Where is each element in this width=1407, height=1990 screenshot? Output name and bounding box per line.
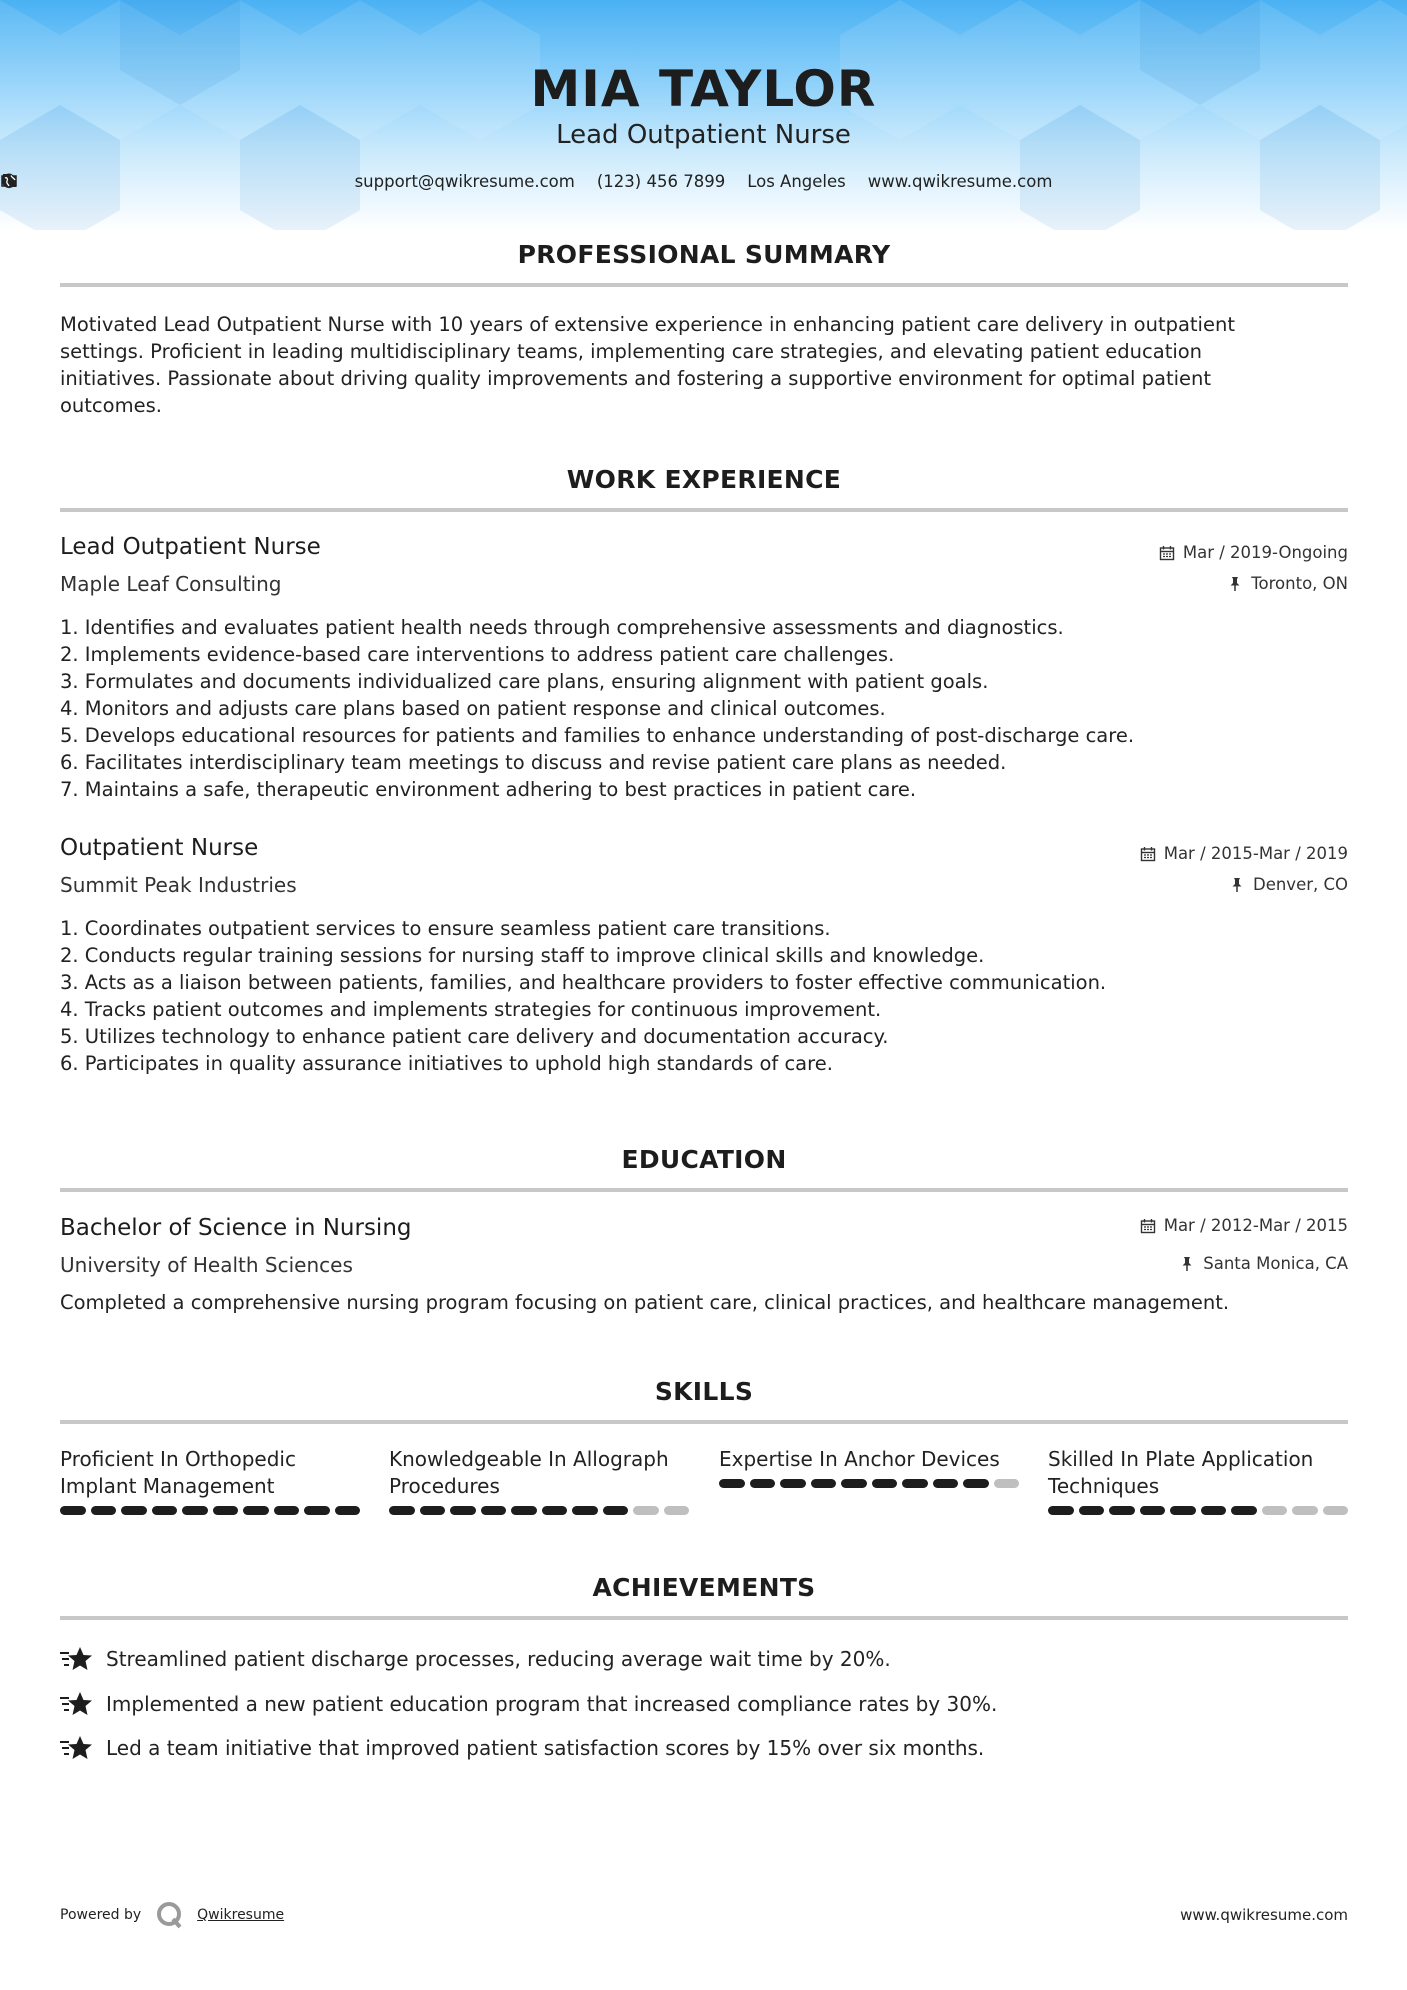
education-location-text: Santa Monica, CA (1203, 1254, 1348, 1273)
skill-level-segment (511, 1506, 537, 1515)
skill-name (60, 1446, 360, 1500)
skill-level-segment (1170, 1506, 1196, 1515)
achievements-divider (60, 1616, 1348, 1620)
skill-level-bar (1048, 1506, 1348, 1515)
skill-item (1048, 1446, 1348, 1515)
job-company: Summit Peak Industries (60, 873, 297, 897)
duty-item: 6. Facilitates interdisciplinary team meetings to discuss and revise patient care plans as needed. (60, 751, 1007, 774)
skill-level-segment (664, 1506, 690, 1515)
contact-email[interactable] (355, 172, 575, 191)
skill-level-segment (1079, 1506, 1105, 1515)
skill-level-segment (933, 1479, 959, 1488)
duty-item: 2. Implements evidence-based care interventions to address patient care challenges. (60, 643, 895, 666)
job-dates-text: Mar / 2019-Ongoing (1182, 543, 1348, 562)
achievement-item (60, 1734, 984, 1762)
star-icon (60, 1690, 94, 1718)
duty-item: 4. Tracks patient outcomes and implements strategies for continuous improvement. (60, 998, 882, 1021)
school-name: University of Health Sciences (60, 1253, 353, 1277)
skill-level-segment (389, 1506, 415, 1515)
skill-level-segment (213, 1506, 239, 1515)
skill-name (389, 1446, 689, 1500)
calendar-icon (1140, 1218, 1156, 1234)
contact-row (0, 172, 1407, 191)
skill-name-line: Knowledgeable In Allograph (389, 1447, 669, 1471)
brand-link[interactable]: Qwikresume (197, 1907, 285, 1923)
summary-heading: PROFESSIONAL SUMMARY (517, 240, 891, 269)
achievement-text: Streamlined patient discharge processes, reducing average wait time by 20%. (106, 1647, 891, 1671)
summary-divider (60, 283, 1348, 287)
skill-level-bar (389, 1506, 689, 1515)
job-dates (1159, 543, 1348, 562)
job-location (1227, 574, 1348, 593)
location-text: Los Angeles (747, 172, 846, 191)
email-text: support@qwikresume.com (354, 172, 575, 191)
job-dates-text: Mar / 2015-Mar / 2019 (1163, 844, 1348, 863)
summary-line: initiatives. Passionate about driving quality improvements and fostering a supportive environment for optimal patient (60, 367, 1212, 390)
pushpin-icon (1229, 877, 1245, 893)
job-dates (1140, 844, 1348, 863)
skill-level-segment (872, 1479, 898, 1488)
contact-website[interactable] (868, 172, 1053, 191)
experience-heading: WORK EXPERIENCE (566, 465, 842, 494)
achievement-item (60, 1690, 997, 1718)
degree-title: Bachelor of Science in Nursing (60, 1215, 412, 1241)
skill-level-segment (1262, 1506, 1288, 1515)
duty-item: 1. Coordinates outpatient services to ensure seamless patient care transitions. (60, 917, 831, 940)
skill-level-segment (450, 1506, 476, 1515)
job-duties (60, 614, 1348, 803)
job-location-text: Toronto, ON (1251, 574, 1348, 593)
job-duties (60, 915, 1348, 1077)
job-title: Lead Outpatient Nurse (60, 534, 321, 560)
skill-level-segment (1048, 1506, 1074, 1515)
achievement-item (60, 1645, 891, 1673)
star-icon (60, 1645, 94, 1673)
education-divider (60, 1188, 1348, 1192)
skill-level-segment (1323, 1506, 1349, 1515)
skill-item (389, 1446, 689, 1515)
duty-item: 5. Utilizes technology to enhance patient care delivery and documentation accuracy. (60, 1025, 889, 1048)
footer-website[interactable]: www.qwikresume.com (1180, 1906, 1348, 1924)
globe-icon (0, 172, 18, 190)
summary-line: outcomes. (60, 394, 162, 417)
skill-name (719, 1446, 1019, 1473)
skill-level-segment (750, 1479, 776, 1488)
skill-level-segment (811, 1479, 837, 1488)
duty-item: 4. Monitors and adjusts care plans based on patient response and clinical outcomes. (60, 697, 886, 720)
education-dates-text: Mar / 2012-Mar / 2015 (1163, 1216, 1348, 1235)
summary-line: Motivated Lead Outpatient Nurse with 10 years of extensive experience in enhancing patient care delivery in outpatient (60, 313, 1235, 336)
skill-level-segment (60, 1506, 86, 1515)
education-dates (1140, 1216, 1348, 1235)
pushpin-icon (1179, 1256, 1195, 1272)
star-icon (60, 1734, 94, 1762)
education-heading: EDUCATION (621, 1145, 787, 1174)
summary-text (60, 311, 1348, 419)
skill-level-segment (481, 1506, 507, 1515)
job-company: Maple Leaf Consulting (60, 572, 282, 596)
skill-level-segment (152, 1506, 178, 1515)
skill-name-line: Skilled In Plate Application (1048, 1447, 1314, 1471)
skill-name-line: Proficient In Orthopedic (60, 1447, 296, 1471)
skill-level-segment (633, 1506, 659, 1515)
skill-level-segment (274, 1506, 300, 1515)
duty-item: 3. Formulates and documents individualized care plans, ensuring alignment with patient goals. (60, 670, 989, 693)
experience-divider (60, 508, 1348, 512)
achievements-heading: ACHIEVEMENTS (592, 1573, 816, 1602)
duty-item: 3. Acts as a liaison between patients, families, and healthcare providers to foster effective communication. (60, 971, 1107, 994)
skills-heading: SKILLS (654, 1377, 754, 1406)
contact-phone[interactable] (597, 172, 725, 191)
skill-level-segment (572, 1506, 598, 1515)
skill-level-segment (243, 1506, 269, 1515)
skill-level-segment (1201, 1506, 1227, 1515)
skill-level-segment (603, 1506, 629, 1515)
pushpin-icon (1227, 576, 1243, 592)
footer-powered-by (60, 1900, 284, 1930)
education-location (1179, 1254, 1348, 1273)
candidate-title: Lead Outpatient Nurse (556, 120, 851, 150)
skill-level-segment (121, 1506, 147, 1515)
website-text: www.qwikresume.com (867, 172, 1053, 191)
skill-level-segment (91, 1506, 117, 1515)
skill-level-segment (719, 1479, 745, 1488)
job-title: Outpatient Nurse (60, 835, 259, 861)
skill-level-segment (304, 1506, 330, 1515)
duty-item: 7. Maintains a safe, therapeutic environment adhering to best practices in patient care. (60, 778, 917, 801)
skill-level-segment (1292, 1506, 1318, 1515)
duty-item: 1. Identifies and evaluates patient health needs through comprehensive assessments and diagnostics. (60, 616, 1064, 639)
job-location-text: Denver, CO (1252, 875, 1348, 894)
calendar-icon (1159, 545, 1175, 561)
skill-name-line: Implant Management (60, 1474, 275, 1498)
header-background (0, 0, 1407, 230)
summary-line: settings. Proficient in leading multidisciplinary teams, implementing care strategies, and elevating patient education (60, 340, 1203, 363)
calendar-icon (1140, 846, 1156, 862)
skill-level-segment (1109, 1506, 1135, 1515)
skill-item (719, 1446, 1019, 1488)
duty-item: 5. Develops educational resources for patients and families to enhance understanding of post-discharge care. (60, 724, 1135, 747)
skill-name-line: Techniques (1048, 1474, 1160, 1498)
skill-item (60, 1446, 360, 1515)
skill-level-segment (182, 1506, 208, 1515)
skill-level-segment (542, 1506, 568, 1515)
job-location (1229, 875, 1348, 894)
skill-level-segment (420, 1506, 446, 1515)
skill-level-segment (994, 1479, 1020, 1488)
contact-location (747, 172, 846, 191)
powered-by-label: Powered by (60, 1907, 142, 1923)
skill-name (1048, 1446, 1348, 1500)
skill-level-segment (841, 1479, 867, 1488)
skill-level-segment (963, 1479, 989, 1488)
skill-level-bar (60, 1506, 360, 1515)
candidate-name: MIA TAYLOR (530, 60, 877, 118)
skill-name-line: Procedures (389, 1474, 500, 1498)
skill-level-segment (780, 1479, 806, 1488)
skill-name-line: Expertise In Anchor Devices (719, 1447, 1000, 1471)
qwikresume-logo-icon (155, 1900, 185, 1930)
duty-item: 2. Conducts regular training sessions for nursing staff to improve clinical skills and knowledge. (60, 944, 985, 967)
duty-item: 6. Participates in quality assurance initiatives to uphold high standards of care. (60, 1052, 833, 1075)
skill-level-segment (335, 1506, 361, 1515)
skill-level-bar (719, 1479, 1019, 1488)
achievement-text: Implemented a new patient education program that increased compliance rates by 30%. (106, 1692, 998, 1716)
skill-level-segment (902, 1479, 928, 1488)
achievement-text: Led a team initiative that improved patient satisfaction scores by 15% over six months. (106, 1736, 985, 1760)
skills-divider (60, 1420, 1348, 1424)
education-description: Completed a comprehensive nursing program focusing on patient care, clinical practices, and healthcare management. (60, 1291, 1230, 1314)
skill-level-segment (1231, 1506, 1257, 1515)
phone-text: (123) 456 7899 (596, 172, 726, 191)
skill-level-segment (1140, 1506, 1166, 1515)
